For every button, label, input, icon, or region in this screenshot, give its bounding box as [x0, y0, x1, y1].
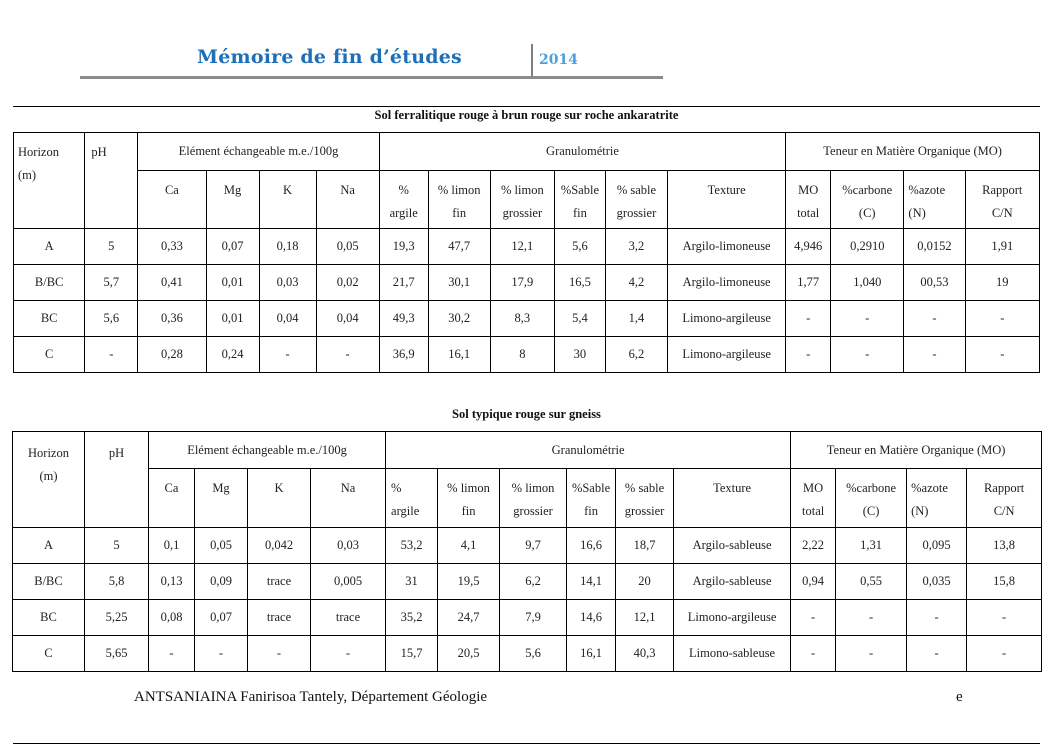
col-limon-fin-header: % limon fin [438, 469, 500, 528]
cell-k: 0,04 [259, 301, 316, 337]
cell-mg: 0,01 [206, 301, 259, 337]
cell-sable-grossier: 20 [616, 564, 674, 600]
col-k-header: K [259, 171, 316, 229]
cell-carbone: 0,2910 [831, 229, 904, 265]
cell-na: 0,05 [316, 229, 379, 265]
table-row [13, 564, 1042, 600]
cell-ca: 0,28 [138, 337, 206, 373]
header-rule [80, 76, 663, 79]
cell-ca: 0,33 [138, 229, 206, 265]
col-k-header: K [248, 469, 311, 528]
cell-sable-grossier: 1,4 [605, 301, 667, 337]
cell-carbone: - [836, 600, 907, 636]
cell-sable-fin: 30 [554, 337, 605, 373]
cell-ph: 5,6 [85, 301, 138, 337]
cell-ca: 0,41 [138, 265, 206, 301]
footer-author: ANTSANIAINA Fanirisoa Tantely, Département Géologie [134, 689, 488, 705]
cell-sable-grossier: 4,2 [605, 265, 667, 301]
col-ph-header: pH [85, 432, 149, 528]
group-exchangeable-header: Elément échangeable m.e./100g [149, 432, 386, 469]
col-limon-grossier-header: % limon grossier [490, 171, 554, 229]
table-row [14, 265, 1040, 301]
cell-horizon: BC [14, 301, 85, 337]
cell-ca: 0,36 [138, 301, 206, 337]
col-mo-header: MO total [791, 469, 836, 528]
table-row [14, 301, 1040, 337]
col-argile-header: % argile [379, 171, 428, 229]
cell-texture: Limono-sableuse [674, 636, 791, 672]
cell-argile: 19,3 [379, 229, 428, 265]
cell-rapport-cn: 19 [965, 265, 1039, 301]
col-mo-header: MO total [786, 171, 831, 229]
cell-rapport-cn: - [965, 337, 1039, 373]
cell-ph: 5,65 [85, 636, 149, 672]
col-ph-header: pH [85, 133, 138, 229]
col-azote-header: %azote (N) [904, 171, 965, 229]
cell-carbone: 1,31 [836, 528, 907, 564]
cell-k: 0,042 [248, 528, 311, 564]
cell-rapport-cn: - [967, 636, 1042, 672]
cell-limon-fin: 16,1 [428, 337, 490, 373]
cell-argile: 53,2 [386, 528, 438, 564]
cell-rapport-cn: - [965, 301, 1039, 337]
cell-limon-fin: 24,7 [438, 600, 500, 636]
page-number: e [956, 689, 963, 705]
cell-mg: - [195, 636, 248, 672]
cell-limon-grossier: 5,6 [500, 636, 567, 672]
cell-horizon: B/BC [14, 265, 85, 301]
cell-sable-fin: 14,6 [567, 600, 616, 636]
cell-ca: 0,13 [149, 564, 195, 600]
cell-mo-total: 1,77 [786, 265, 831, 301]
cell-carbone: - [831, 337, 904, 373]
cell-argile: 49,3 [379, 301, 428, 337]
cell-texture: Limono-argileuse [668, 337, 786, 373]
cell-sable-fin: 14,1 [567, 564, 616, 600]
cell-azote: - [907, 636, 967, 672]
cell-mo-total: - [791, 636, 836, 672]
cell-limon-fin: 4,1 [438, 528, 500, 564]
cell-mg: 0,05 [195, 528, 248, 564]
cell-na: 0,03 [311, 528, 386, 564]
cell-sable-grossier: 18,7 [616, 528, 674, 564]
group-granulometry-header: Granulométrie [379, 133, 786, 171]
group-organic-header: Teneur en Matière Organique (MO) [786, 133, 1040, 171]
col-argile-header: % argile [386, 469, 438, 528]
table-row [13, 600, 1042, 636]
cell-limon-fin: 19,5 [438, 564, 500, 600]
col-rapport-header: Rapport C/N [967, 469, 1042, 528]
col-mg-header: Mg [206, 171, 259, 229]
cell-texture: Argilo-limoneuse [668, 229, 786, 265]
cell-sable-grossier: 6,2 [605, 337, 667, 373]
cell-mg: 0,07 [195, 600, 248, 636]
cell-mo-total: 4,946 [786, 229, 831, 265]
cell-texture: Argilo-sableuse [674, 528, 791, 564]
col-horizon-header: Horizon (m) [14, 133, 85, 229]
cell-horizon: A [13, 528, 85, 564]
cell-limon-grossier: 12,1 [490, 229, 554, 265]
table-2-caption: Sol typique rouge sur gneiss [452, 407, 601, 421]
cell-carbone: 0,55 [836, 564, 907, 600]
cell-k: trace [248, 564, 311, 600]
cell-azote: - [907, 600, 967, 636]
cell-sable-grossier: 3,2 [605, 229, 667, 265]
cell-limon-fin: 20,5 [438, 636, 500, 672]
cell-mo-total: 2,22 [791, 528, 836, 564]
cell-ph: 5 [85, 528, 149, 564]
document-title: Mémoire de fin d’études [197, 46, 462, 68]
cell-sable-fin: 5,6 [554, 229, 605, 265]
cell-mg: 0,24 [206, 337, 259, 373]
table-row [13, 636, 1042, 672]
cell-rapport-cn: - [967, 600, 1042, 636]
cell-limon-grossier: 8,3 [490, 301, 554, 337]
group-organic-header: Teneur en Matière Organique (MO) [791, 432, 1042, 469]
col-rapport-header: Rapport C/N [965, 171, 1039, 229]
col-texture-header: Texture [668, 171, 786, 229]
cell-texture: Argilo-sableuse [674, 564, 791, 600]
cell-limon-fin: 30,2 [428, 301, 490, 337]
col-sable-fin-header: %Sable fin [567, 469, 616, 528]
cell-na: 0,04 [316, 301, 379, 337]
cell-limon-grossier: 17,9 [490, 265, 554, 301]
cell-horizon: C [14, 337, 85, 373]
cell-sable-grossier: 12,1 [616, 600, 674, 636]
footer-rule [13, 743, 1040, 744]
col-ca-header: Ca [149, 469, 195, 528]
cell-rapport-cn: 13,8 [967, 528, 1042, 564]
cell-horizon: A [14, 229, 85, 265]
document-year: 2014 [539, 52, 578, 68]
col-sable-fin-header: %Sable fin [554, 171, 605, 229]
cell-rapport-cn: 15,8 [967, 564, 1042, 600]
cell-mo-total: - [786, 301, 831, 337]
cell-ph: 5,8 [85, 564, 149, 600]
table-1-top-border [13, 106, 1040, 107]
cell-argile: 31 [386, 564, 438, 600]
col-na-header: Na [311, 469, 386, 528]
cell-azote: 0,0152 [904, 229, 965, 265]
cell-carbone: - [836, 636, 907, 672]
header-divider [531, 44, 533, 78]
cell-texture: Limono-argileuse [668, 301, 786, 337]
cell-horizon: C [13, 636, 85, 672]
cell-mg: 0,07 [206, 229, 259, 265]
cell-limon-grossier: 6,2 [500, 564, 567, 600]
cell-sable-fin: 16,6 [567, 528, 616, 564]
col-texture-header: Texture [674, 469, 791, 528]
cell-sable-fin: 16,1 [567, 636, 616, 672]
cell-mo-total: - [786, 337, 831, 373]
col-carbone-header: %carbone (C) [831, 171, 904, 229]
cell-azote: - [904, 301, 965, 337]
table-row [13, 528, 1042, 564]
cell-horizon: BC [13, 600, 85, 636]
cell-argile: 21,7 [379, 265, 428, 301]
cell-ph: 5,25 [85, 600, 149, 636]
cell-na: 0,005 [311, 564, 386, 600]
cell-mg: 0,09 [195, 564, 248, 600]
col-sable-grossier-header: % sable grossier [616, 469, 674, 528]
cell-limon-grossier: 7,9 [500, 600, 567, 636]
col-limon-fin-header: % limon fin [428, 171, 490, 229]
group-granulometry-header: Granulométrie [386, 432, 791, 469]
cell-azote: 00,53 [904, 265, 965, 301]
cell-ca: 0,1 [149, 528, 195, 564]
cell-texture: Argilo-limoneuse [668, 265, 786, 301]
cell-limon-fin: 47,7 [428, 229, 490, 265]
table-row [14, 337, 1040, 373]
cell-k: - [248, 636, 311, 672]
cell-mo-total: 0,94 [791, 564, 836, 600]
cell-limon-fin: 30,1 [428, 265, 490, 301]
cell-horizon: B/BC [13, 564, 85, 600]
cell-sable-fin: 5,4 [554, 301, 605, 337]
cell-k: trace [248, 600, 311, 636]
cell-argile: 36,9 [379, 337, 428, 373]
cell-ca: 0,08 [149, 600, 195, 636]
cell-mg: 0,01 [206, 265, 259, 301]
cell-azote: 0,035 [907, 564, 967, 600]
cell-ph: 5 [85, 229, 138, 265]
cell-sable-fin: 16,5 [554, 265, 605, 301]
cell-argile: 35,2 [386, 600, 438, 636]
cell-sable-grossier: 40,3 [616, 636, 674, 672]
cell-ca: - [149, 636, 195, 672]
col-mg-header: Mg [195, 469, 248, 528]
cell-na: 0,02 [316, 265, 379, 301]
soil-table-2 [12, 431, 1042, 672]
table-row [14, 229, 1040, 265]
cell-limon-grossier: 9,7 [500, 528, 567, 564]
col-azote-header: %azote (N) [907, 469, 967, 528]
cell-texture: Limono-argileuse [674, 600, 791, 636]
cell-na: trace [311, 600, 386, 636]
col-sable-grossier-header: % sable grossier [605, 171, 667, 229]
cell-carbone: 1,040 [831, 265, 904, 301]
cell-mo-total: - [791, 600, 836, 636]
cell-rapport-cn: 1,91 [965, 229, 1039, 265]
soil-table-1 [13, 132, 1040, 373]
col-ca-header: Ca [138, 171, 206, 229]
cell-k: - [259, 337, 316, 373]
cell-azote: 0,095 [907, 528, 967, 564]
cell-k: 0,03 [259, 265, 316, 301]
cell-k: 0,18 [259, 229, 316, 265]
col-carbone-header: %carbone (C) [836, 469, 907, 528]
cell-ph: 5,7 [85, 265, 138, 301]
col-limon-grossier-header: % limon grossier [500, 469, 567, 528]
col-horizon-header: Horizon (m) [13, 432, 85, 528]
col-na-header: Na [316, 171, 379, 229]
cell-ph: - [85, 337, 138, 373]
cell-na: - [311, 636, 386, 672]
cell-carbone: - [831, 301, 904, 337]
cell-limon-grossier: 8 [490, 337, 554, 373]
cell-azote: - [904, 337, 965, 373]
table-1-caption: Sol ferralitique rouge à brun rouge sur roche ankaratrite [374, 108, 679, 122]
group-exchangeable-header: Elément échangeable m.e./100g [138, 133, 379, 171]
cell-argile: 15,7 [386, 636, 438, 672]
cell-na: - [316, 337, 379, 373]
